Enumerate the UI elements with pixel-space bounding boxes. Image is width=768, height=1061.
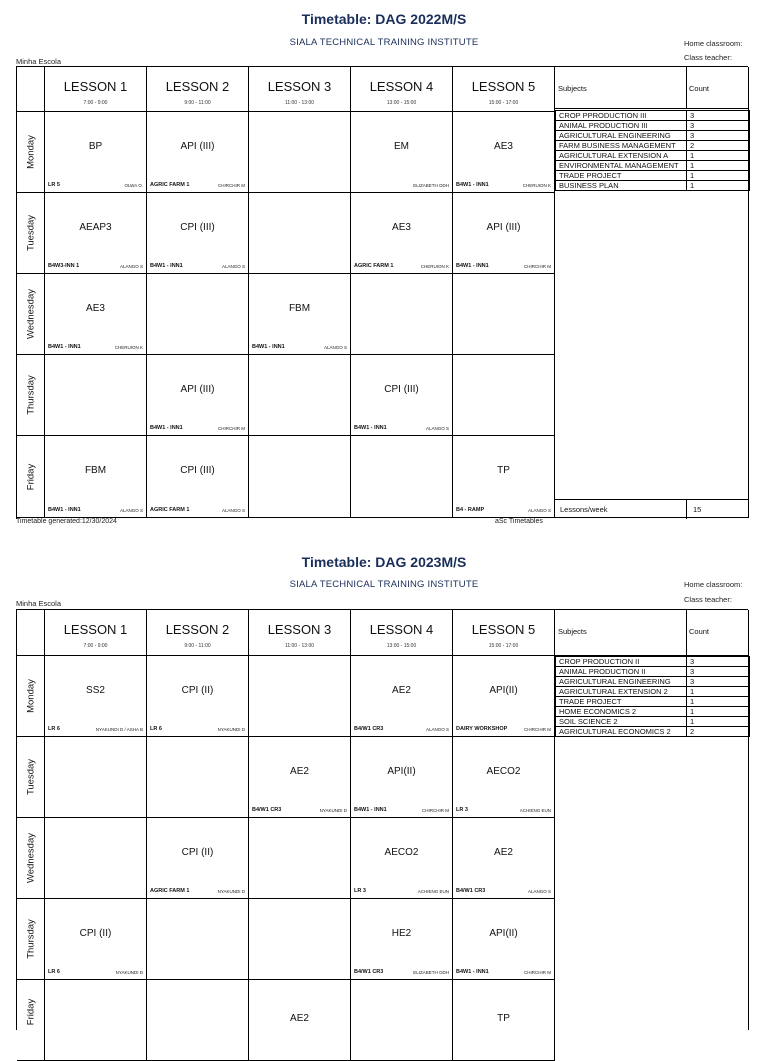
lesson-time: 11:00 - 13:00 (284, 643, 315, 649)
subject-row (556, 121, 750, 131)
slot-subject (249, 112, 350, 180)
lesson-slot[interactable] (147, 737, 249, 818)
day-label-thursday (17, 899, 45, 980)
lesson-slot[interactable] (351, 355, 453, 436)
slot-teacher: CHIRCHIR M (218, 183, 245, 188)
subject-count: 2 (687, 141, 750, 151)
slot-teacher: NYAKUNDI D (217, 727, 245, 732)
day-label-friday (17, 980, 45, 1061)
slot-teacher: ALANGO S (527, 889, 551, 894)
lesson-slot[interactable] (453, 899, 555, 980)
slot-subject (249, 436, 350, 505)
day-name: Tuesday (25, 214, 36, 252)
lesson-header (249, 610, 351, 656)
subject-row (556, 667, 750, 677)
lesson-name: LESSON 4 (369, 79, 434, 94)
subject-row (556, 727, 750, 737)
subjects-table (555, 110, 750, 191)
subjects-header (555, 610, 749, 656)
lesson-slot[interactable] (45, 980, 147, 1061)
subject-row (556, 111, 750, 121)
timetable-title: Timetable: DAG 2022M/S (301, 11, 467, 27)
subject-count: 1 (687, 161, 750, 171)
lesson-time: 9:00 - 11:00 (184, 643, 211, 649)
slot-room: B4W1 - INN1 (354, 807, 387, 813)
slot-subject: API(II) (489, 927, 518, 939)
lesson-header (45, 67, 147, 112)
slot-subject: API (III) (486, 221, 521, 233)
subject-row (556, 707, 750, 717)
subject-name: FARM BUSINESS MANAGEMENT (556, 141, 687, 151)
slot-subject (147, 737, 248, 805)
lesson-slot[interactable] (351, 274, 453, 355)
lesson-slot[interactable] (147, 274, 249, 355)
lesson-slot[interactable] (147, 355, 249, 436)
slot-subject: AECO2 (384, 846, 419, 858)
subject-count: 1 (687, 181, 750, 191)
slot-teacher: CHIRCHIR M (422, 808, 449, 813)
slot-subject: CPI (III) (180, 221, 215, 233)
slot-teacher: ALANGO S (221, 264, 245, 269)
lesson-name: LESSON 5 (471, 79, 536, 94)
slot-teacher: NYAKUNDI D / ASHA B (95, 727, 143, 732)
slot-teacher: CHIRCHIR M (524, 727, 551, 732)
lesson-time: 13:00 - 15:00 (386, 100, 417, 106)
lesson-slot[interactable] (45, 355, 147, 436)
day-label-wednesday (17, 274, 45, 355)
slot-subject (453, 355, 554, 423)
slot-subject (351, 980, 452, 1048)
day-label-tuesday (17, 737, 45, 818)
lesson-slot[interactable] (453, 818, 555, 899)
slot-room: LR 6 (48, 969, 60, 975)
slot-subject: AE2 (392, 684, 411, 696)
subject-name: BUSINESS PLAN (556, 181, 687, 191)
subject-row (556, 657, 750, 667)
slot-subject: HE2 (391, 927, 412, 939)
slot-subject: CPI (II) (181, 684, 214, 696)
lesson-slot[interactable] (249, 355, 351, 436)
lesson-slot[interactable] (351, 980, 453, 1061)
lesson-slot[interactable] (249, 274, 351, 355)
lesson-slot[interactable] (351, 737, 453, 818)
subject-count: 2 (687, 727, 750, 737)
slot-subject (147, 274, 248, 342)
lesson-slot[interactable] (147, 193, 249, 274)
subject-row (556, 161, 750, 171)
subject-row (556, 677, 750, 687)
slot-subject: API(II) (387, 765, 416, 777)
timetable-dag-2023 (0, 543, 768, 1024)
lesson-slot[interactable] (147, 899, 249, 980)
lesson-name: LESSON 1 (63, 622, 128, 637)
slot-room: B4W1 - INN1 (456, 182, 489, 188)
school-label: Minha Escola (16, 599, 62, 608)
home-classroom-label: Home classroom: (684, 39, 743, 48)
slot-subject: AE3 (86, 302, 105, 314)
lesson-slot[interactable] (249, 980, 351, 1061)
subject-name: CROP PPRODUCTION III (556, 111, 687, 121)
subject-name: CROP PRODUCTION II (556, 657, 687, 667)
lesson-slot[interactable] (45, 899, 147, 980)
slot-subject: TP (497, 1012, 510, 1024)
timetable-title: Timetable: DAG 2023M/S (301, 554, 467, 570)
lesson-header (453, 67, 555, 112)
slot-subject: FBM (288, 302, 311, 314)
day-name: Monday (25, 679, 36, 713)
lesson-slot[interactable] (351, 656, 453, 737)
lesson-slot[interactable] (45, 436, 147, 518)
timetable-grid (16, 66, 748, 519)
slot-subject: AE3 (392, 221, 411, 233)
subject-count: 1 (687, 697, 750, 707)
lesson-slot[interactable] (351, 436, 453, 518)
subjects-header-label: Subjects (558, 84, 587, 93)
slot-subject (45, 818, 146, 886)
slot-subject (249, 899, 350, 967)
slot-room: B4W3-INN 1 (48, 263, 80, 269)
slot-teacher: ALANGO S (119, 264, 143, 269)
lessons-per-week-value: 15 (693, 505, 702, 514)
subjects-header-label: Subjects (558, 627, 587, 636)
slot-teacher: CHIRCHIR M (524, 264, 551, 269)
slot-room: AGRIC FARM 1 (150, 182, 190, 188)
lesson-slot[interactable] (249, 436, 351, 518)
subject-count: 3 (687, 131, 750, 141)
lesson-header (147, 610, 249, 656)
lesson-slot[interactable] (453, 112, 555, 193)
lesson-slot[interactable] (453, 355, 555, 436)
lesson-slot[interactable] (249, 112, 351, 193)
lesson-slot[interactable] (45, 112, 147, 193)
subject-name: ANIMAL PRODUCTION II (556, 667, 687, 677)
lesson-slot[interactable] (351, 112, 453, 193)
subjects-panel (555, 610, 749, 1030)
lesson-time: 11:00 - 13:00 (284, 100, 315, 106)
day-label-friday (17, 436, 45, 518)
day-name: Wednesday (25, 833, 36, 883)
lesson-slot[interactable] (45, 274, 147, 355)
lesson-header (147, 67, 249, 112)
timetable-dag-2022 (0, 0, 768, 530)
lesson-name: LESSON 3 (267, 79, 332, 94)
day-name: Thursday (25, 919, 36, 959)
slot-subject (249, 193, 350, 261)
subject-count: 1 (687, 687, 750, 697)
day-label-monday (17, 656, 45, 737)
lesson-slot[interactable] (351, 899, 453, 980)
lesson-name: LESSON 2 (165, 79, 230, 94)
slot-teacher: NYAKUNDI D (217, 889, 245, 894)
count-header-label: Count (689, 84, 710, 93)
day-label-thursday (17, 355, 45, 436)
lesson-slot[interactable] (249, 656, 351, 737)
subject-row (556, 717, 750, 727)
school-name: SIALA TECHNICAL TRAINING INSTITUTE (289, 579, 479, 590)
subject-row (556, 687, 750, 697)
slot-subject: AE2 (290, 1012, 309, 1024)
lesson-slot[interactable] (249, 193, 351, 274)
lesson-slot[interactable] (249, 737, 351, 818)
slot-subject (351, 274, 452, 342)
slot-teacher: CHERUION K (522, 183, 551, 188)
lesson-slot[interactable] (45, 818, 147, 899)
slot-subject: API (III) (180, 140, 215, 152)
slot-subject: FBM (84, 465, 107, 476)
subject-name: ENVIRONMENTAL MANAGEMENT (556, 161, 687, 171)
subject-name: AGRICULTURAL ENGINEERING (556, 131, 687, 141)
lesson-slot[interactable] (351, 818, 453, 899)
slot-room: B4W1 - INN1 (252, 344, 285, 350)
class-teacher-label: Class teacher: (684, 53, 732, 62)
day-name: Wednesday (25, 289, 36, 339)
slot-subject: EM (394, 140, 409, 152)
slot-room: B4/W1 CR3 (354, 726, 384, 732)
subject-count: 1 (687, 717, 750, 727)
lesson-name: LESSON 3 (267, 622, 332, 637)
slot-teacher: ELIZABETH ODH (413, 970, 449, 975)
lesson-slot[interactable] (147, 112, 249, 193)
slot-subject: AE3 (494, 140, 513, 152)
lesson-header (453, 610, 555, 656)
lesson-slot[interactable] (453, 436, 555, 518)
subject-row (556, 141, 750, 151)
slot-teacher: CHERUION K (420, 264, 449, 269)
subject-row (556, 697, 750, 707)
day-label-tuesday (17, 193, 45, 274)
slot-room: LR 6 (150, 726, 162, 732)
day-name: Tuesday (25, 758, 36, 796)
lpw-divider (686, 500, 687, 519)
lesson-time: 13:00 - 15:00 (386, 643, 417, 649)
lesson-name: LESSON 1 (63, 79, 128, 94)
lesson-time: 7:00 - 9:00 (83, 100, 108, 106)
subjects-table (555, 656, 750, 737)
subject-name: ANIMAL PRODUCTION III (556, 121, 687, 131)
slot-subject: CPI (III) (384, 383, 419, 395)
slot-teacher: CHIRCHIR M (218, 426, 245, 431)
subject-name: TRADE PROJECT (556, 171, 687, 181)
slot-teacher: NYAKUNDI D (319, 808, 347, 813)
lesson-slot[interactable] (453, 193, 555, 274)
slot-subject: SS2 (86, 684, 105, 696)
day-label-wednesday (17, 818, 45, 899)
slot-teacher: ALANGO S (119, 508, 143, 513)
slot-subject: TP (497, 465, 510, 476)
subject-count: 3 (687, 677, 750, 687)
slot-room: B4W1 - INN1 (48, 507, 81, 513)
slot-room: AGRIC FARM 1 (150, 888, 190, 894)
slot-subject (351, 436, 452, 505)
subjects-header (555, 67, 749, 109)
slot-subject (45, 980, 146, 1060)
slot-room: AGRIC FARM 1 (354, 263, 394, 269)
day-name: Friday (25, 463, 36, 490)
slot-room: LR 6 (48, 726, 60, 732)
slot-subject: AE2 (494, 846, 513, 858)
lesson-header (351, 610, 453, 656)
slot-room: B4W1 - INN1 (354, 425, 387, 431)
subject-name: AGRICULTURAL EXTENSION A (556, 151, 687, 161)
slot-subject (147, 899, 248, 967)
subject-count: 3 (687, 657, 750, 667)
lesson-slot[interactable] (453, 737, 555, 818)
lesson-name: LESSON 2 (165, 622, 230, 637)
lesson-slot[interactable] (249, 818, 351, 899)
subject-count: 3 (687, 111, 750, 121)
subject-count: 1 (687, 151, 750, 161)
header-divider (686, 610, 687, 656)
slot-room: B4/W1 CR3 (354, 969, 384, 975)
subject-count: 3 (687, 667, 750, 677)
lessons-per-week-label: Lessons/week (560, 505, 608, 514)
subject-row (556, 171, 750, 181)
slot-teacher: ALANGO S (221, 508, 245, 513)
slot-teacher: CHERUION K (114, 345, 143, 350)
lesson-slot[interactable] (147, 436, 249, 518)
lesson-slot[interactable] (147, 656, 249, 737)
slot-room: B4/W1 CR3 (456, 888, 486, 894)
lesson-time: 9:00 - 11:00 (184, 100, 211, 106)
lesson-time: 15:00 - 17:00 (488, 100, 519, 106)
generator-credit: aSc Timetables (495, 518, 543, 525)
home-classroom-label: Home classroom: (684, 580, 743, 589)
slot-room: DAIRY WORKSHOP (456, 726, 508, 732)
grid-corner (17, 610, 45, 656)
lesson-name: LESSON 5 (471, 622, 536, 637)
school-label: Minha Escola (16, 57, 62, 66)
subject-name: AGRICULTURAL ECONOMICS 2 (556, 727, 687, 737)
subjects-panel (555, 67, 749, 518)
slot-room: B4/W1 CR3 (252, 807, 282, 813)
slot-subject: AEAP3 (79, 221, 112, 233)
slot-room: B4W1 - INN1 (48, 344, 81, 350)
lesson-slot[interactable] (45, 193, 147, 274)
slot-subject (249, 355, 350, 423)
slot-teacher: ALANGO S (425, 426, 449, 431)
slot-teacher: ALANGO S (323, 345, 347, 350)
slot-subject: AE2 (290, 765, 309, 777)
slot-subject: CPI (II) (181, 846, 214, 858)
timetable-grid (16, 609, 748, 1030)
lesson-slot[interactable] (453, 656, 555, 737)
slot-subject: AECO2 (486, 765, 521, 777)
subject-name: SOIL SCIENCE 2 (556, 717, 687, 727)
lesson-slot[interactable] (147, 818, 249, 899)
lesson-slot[interactable] (147, 980, 249, 1061)
slot-teacher: ELIZABETH ODH (413, 183, 449, 188)
count-header-label: Count (689, 627, 710, 636)
subject-name: HOME ECONOMICS 2 (556, 707, 687, 717)
day-name: Thursday (25, 375, 36, 415)
slot-subject: CPI (II) (79, 927, 112, 939)
slot-room: B4W1 - INN1 (150, 263, 183, 269)
slot-room: LR 5 (48, 182, 60, 188)
subject-name: AGRICULTURAL ENGINEERING (556, 677, 687, 687)
day-name: Monday (25, 135, 36, 169)
lesson-slot[interactable] (453, 274, 555, 355)
slot-subject (45, 355, 146, 423)
slot-teacher: ALANGO S (527, 508, 551, 513)
lesson-header (351, 67, 453, 112)
slot-subject (45, 737, 146, 805)
slot-teacher: ACHIENG EUN (519, 808, 551, 813)
slot-room: B4W1 - INN1 (456, 969, 489, 975)
slot-subject (147, 980, 248, 1048)
slot-room: LR 3 (456, 807, 468, 813)
slot-subject (249, 818, 350, 886)
subject-count: 1 (687, 171, 750, 181)
lesson-time: 15:00 - 17:00 (488, 643, 519, 649)
subject-name: AGRICULTURAL EXTENSION 2 (556, 687, 687, 697)
day-name: Friday (25, 998, 36, 1026)
lesson-slot[interactable] (45, 656, 147, 737)
slot-room: AGRIC FARM 1 (150, 507, 190, 513)
slot-room: B4W1 - INN1 (456, 263, 489, 269)
slot-room: B4 - RAMP (456, 507, 485, 513)
slot-subject: API (III) (180, 383, 215, 395)
subject-row (556, 151, 750, 161)
slot-room: LR 3 (354, 888, 366, 894)
slot-subject: API(II) (489, 684, 518, 696)
subject-row (556, 181, 750, 191)
lesson-slot[interactable] (351, 193, 453, 274)
subject-count: 1 (687, 707, 750, 717)
lesson-slot[interactable] (45, 737, 147, 818)
slot-teacher: ACHIENG EUN (417, 889, 449, 894)
subject-name: TRADE PROJECT (556, 697, 687, 707)
slot-room: B4W1 - INN1 (150, 425, 183, 431)
slot-subject (453, 274, 554, 342)
slot-teacher: ALANGO S (425, 727, 449, 732)
day-label-monday (17, 112, 45, 193)
school-name: SIALA TECHNICAL TRAINING INSTITUTE (289, 37, 479, 48)
lesson-slot[interactable] (249, 899, 351, 980)
lesson-name: LESSON 4 (369, 622, 434, 637)
lesson-time: 7:00 - 9:00 (83, 643, 108, 649)
header-divider (686, 67, 687, 109)
grid-corner (17, 67, 45, 112)
slot-teacher: NYAKUNDI D (115, 970, 143, 975)
lesson-header (45, 610, 147, 656)
slot-teacher: OLWA O. (124, 183, 143, 188)
lesson-header (249, 67, 351, 112)
lessons-per-week-row (555, 499, 749, 519)
slot-subject: CPI (III) (180, 465, 215, 476)
class-teacher-label: Class teacher: (684, 595, 732, 604)
slot-subject (249, 656, 350, 724)
slot-teacher: CHIRCHIR M (524, 970, 551, 975)
slot-subject: BP (88, 140, 103, 152)
subject-row (556, 131, 750, 141)
lesson-slot[interactable] (453, 980, 555, 1061)
generated-date: Timetable generated:12/30/2024 (16, 518, 117, 525)
subject-count: 3 (687, 121, 750, 131)
